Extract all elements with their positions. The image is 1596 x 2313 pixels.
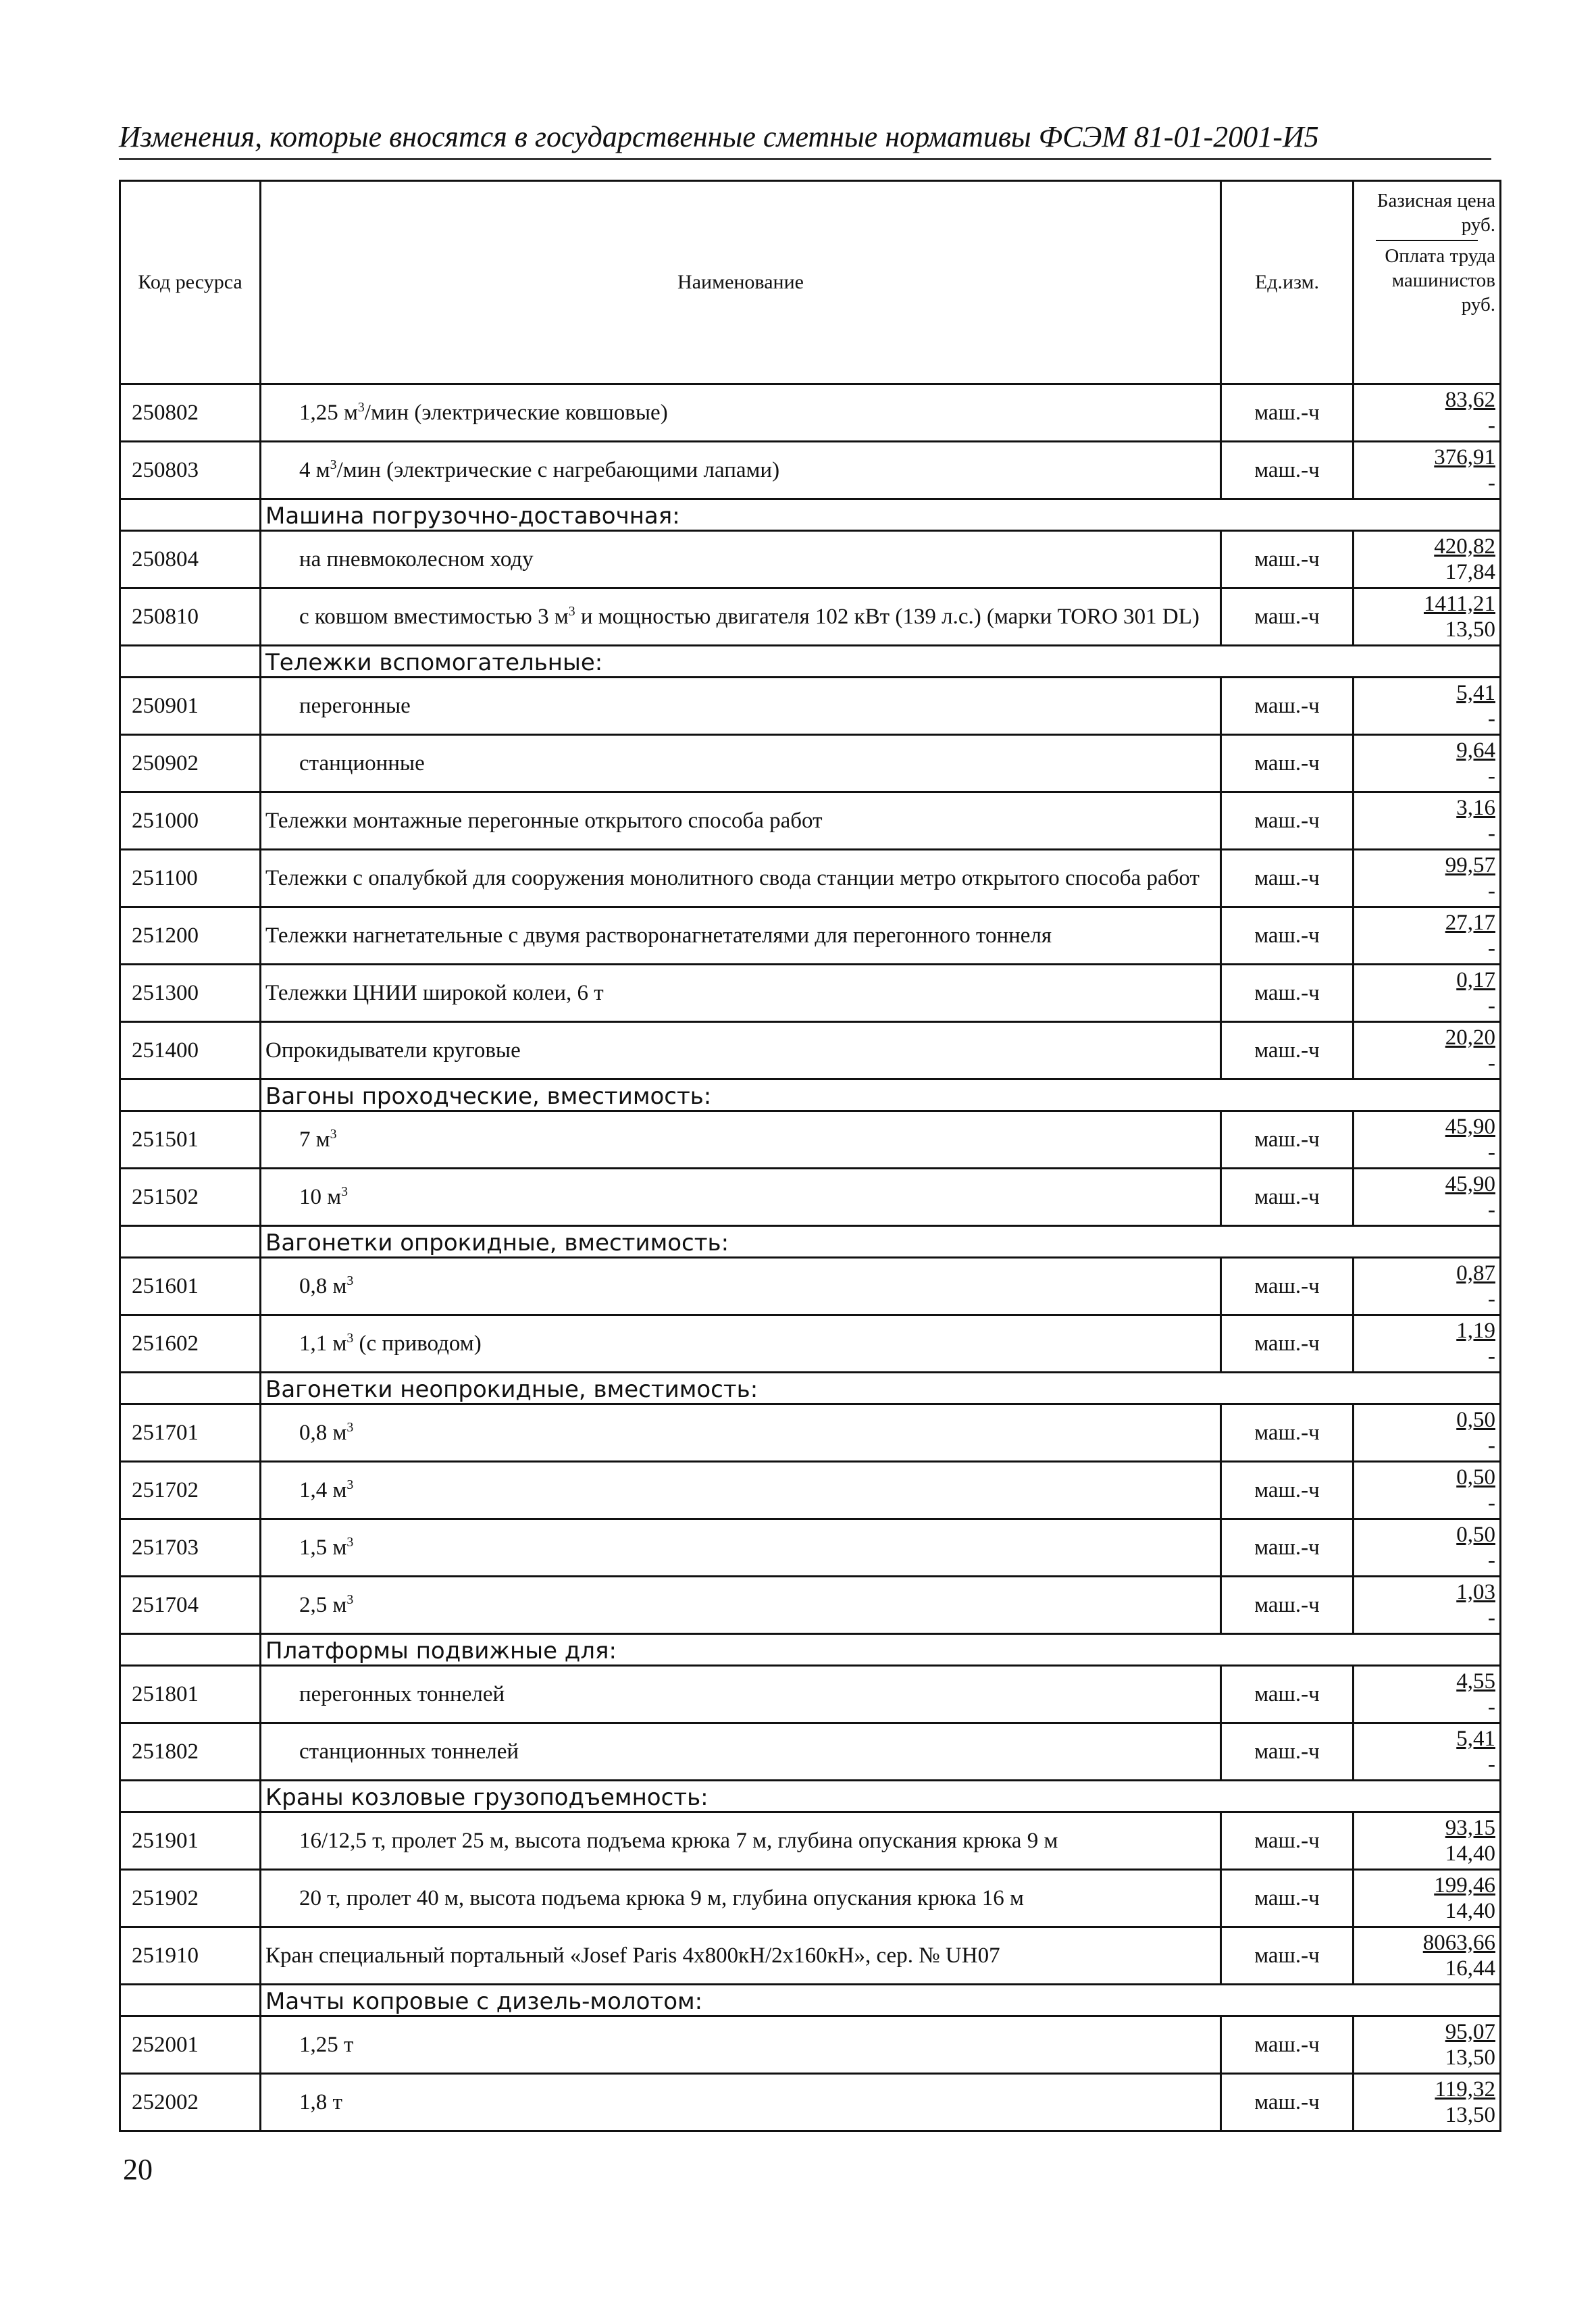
unit-of-measure: маш.-ч — [1221, 384, 1354, 442]
page-number: 20 — [123, 2153, 153, 2186]
resource-name: 0,8 $м^3$ — [261, 1258, 1221, 1315]
price-cell — [1354, 1404, 1501, 1462]
group-heading-row — [120, 499, 1501, 531]
column-header-price-base: Базисная цена руб. — [1376, 190, 1495, 236]
base-price: 0,50 — [1456, 1523, 1495, 1547]
table-row — [120, 1258, 1501, 1315]
group-heading: Тележки вспомогательные: — [261, 646, 1501, 678]
table-row — [120, 531, 1501, 588]
unit-of-measure: маш.-ч — [1221, 2016, 1354, 2074]
resource-code: 252001 — [120, 2016, 261, 2074]
base-price: 8063,66 — [1422, 1931, 1495, 1955]
resource-name: с ковшом вместимостью 3 $м^3$ и мощностью двигателя 102 кВт (139 л.с.) (марки TORO 301 DL) — [261, 588, 1221, 646]
resource-code: 251602 — [120, 1315, 261, 1373]
unit-of-measure: маш.-ч — [1221, 965, 1354, 1022]
operator-labor-cost: 17,84 — [1445, 560, 1495, 584]
unit-of-measure: маш.-ч — [1221, 1022, 1354, 1079]
resource-name: 1,8 т — [261, 2074, 1221, 2131]
column-header-unit: Ед.изм. — [1221, 181, 1354, 384]
table-row — [120, 2016, 1501, 2074]
column-header-price — [1354, 181, 1501, 384]
table-row — [120, 588, 1501, 646]
unit-of-measure: маш.-ч — [1221, 531, 1354, 588]
price-cell — [1354, 907, 1501, 965]
base-price: 20,20 — [1445, 1025, 1495, 1050]
operator-labor-cost: - — [1488, 1548, 1495, 1573]
group-heading-row — [120, 1634, 1501, 1666]
table-row — [120, 850, 1501, 907]
unit-of-measure: маш.-ч — [1221, 1315, 1354, 1373]
group-code-cell — [120, 1985, 261, 2016]
unit-of-measure: маш.-ч — [1221, 1258, 1354, 1315]
unit-of-measure: маш.-ч — [1221, 1519, 1354, 1577]
resource-name: Кран специальный портальный «Josef Paris 4x800кН/2x160кН», сер. № UH07 — [261, 1927, 1221, 1985]
table-row — [120, 792, 1501, 850]
base-price: 99,57 — [1445, 853, 1495, 878]
base-price: 95,07 — [1445, 2020, 1495, 2044]
resource-code: 251902 — [120, 1870, 261, 1927]
group-code-cell — [120, 1634, 261, 1666]
operator-labor-cost: 13,50 — [1445, 2103, 1495, 2127]
table-row — [120, 678, 1501, 735]
unit-of-measure: маш.-ч — [1221, 1812, 1354, 1870]
resource-code: 251601 — [120, 1258, 261, 1315]
table-row — [120, 1870, 1501, 1927]
operator-labor-cost: - — [1488, 1491, 1495, 1515]
base-price: 9,64 — [1456, 738, 1495, 763]
base-price: 45,90 — [1445, 1172, 1495, 1196]
unit-of-measure: маш.-ч — [1221, 735, 1354, 792]
base-price: 0,50 — [1456, 1465, 1495, 1490]
unit-of-measure: маш.-ч — [1221, 2074, 1354, 2131]
table-row — [120, 1723, 1501, 1781]
table-header-row — [120, 181, 1501, 384]
group-code-cell — [120, 1781, 261, 1812]
group-code-cell — [120, 499, 261, 531]
table-row — [120, 1812, 1501, 1870]
base-price: 45,90 — [1445, 1115, 1495, 1139]
column-header-name: Наименование — [261, 181, 1221, 384]
table-row — [120, 1169, 1501, 1226]
table-row — [120, 1111, 1501, 1169]
table-row — [120, 1519, 1501, 1577]
price-cell — [1354, 1812, 1501, 1870]
resource-name: Опрокидыватели круговые — [261, 1022, 1221, 1079]
resource-name: 1,25 $м^3$/мин (электрические ковшовые) — [261, 384, 1221, 442]
resource-name: Тележки с опалубкой для сооружения монолитного свода станции метро открытого способа работ — [261, 850, 1221, 907]
unit-of-measure: маш.-ч — [1221, 1723, 1354, 1781]
base-price: 1411,21 — [1423, 592, 1495, 616]
price-cell — [1354, 1022, 1501, 1079]
resource-name: перегонные — [261, 678, 1221, 735]
operator-labor-cost: 13,50 — [1445, 617, 1495, 642]
operator-labor-cost: - — [1488, 1198, 1495, 1222]
price-cell — [1354, 1870, 1501, 1927]
base-price: 1,03 — [1456, 1580, 1495, 1604]
resource-name: 0,8 $м^3$ — [261, 1404, 1221, 1462]
group-heading: Вагонетки неопрокидные, вместимость: — [261, 1373, 1501, 1404]
resource-price-table — [119, 180, 1501, 2132]
resource-code: 251704 — [120, 1577, 261, 1634]
operator-labor-cost: - — [1488, 707, 1495, 731]
unit-of-measure: маш.-ч — [1221, 442, 1354, 499]
price-cell — [1354, 1258, 1501, 1315]
group-heading-row — [120, 1226, 1501, 1258]
group-code-cell — [120, 1373, 261, 1404]
unit-of-measure: маш.-ч — [1221, 1870, 1354, 1927]
operator-labor-cost: - — [1488, 1433, 1495, 1458]
unit-of-measure: маш.-ч — [1221, 678, 1354, 735]
unit-of-measure: маш.-ч — [1221, 907, 1354, 965]
base-price: 376,91 — [1434, 445, 1495, 469]
resource-name: станционные — [261, 735, 1221, 792]
operator-labor-cost: - — [1488, 1695, 1495, 1719]
operator-labor-cost: - — [1488, 1606, 1495, 1630]
price-cell — [1354, 735, 1501, 792]
price-cell — [1354, 850, 1501, 907]
resource-code: 251802 — [120, 1723, 261, 1781]
resource-code: 251100 — [120, 850, 261, 907]
group-code-cell — [120, 1226, 261, 1258]
resource-code: 251910 — [120, 1927, 261, 1985]
resource-name: 20 т, пролет 40 м, высота подъема крюка 9 м, глубина опускания крюка 16 м — [261, 1870, 1221, 1927]
operator-labor-cost: 14,40 — [1445, 1899, 1495, 1923]
resource-name: Тележки ЦНИИ широкой колеи, 6 т — [261, 965, 1221, 1022]
resource-code: 250802 — [120, 384, 261, 442]
resource-name: 4 $м^3$/мин (электрические с нагребающими лапами) — [261, 442, 1221, 499]
base-price: 93,15 — [1445, 1816, 1495, 1840]
resource-code: 251000 — [120, 792, 261, 850]
operator-labor-cost: 14,40 — [1445, 1841, 1495, 1866]
table-row — [120, 1404, 1501, 1462]
operator-labor-cost: - — [1488, 936, 1495, 961]
resource-code: 250810 — [120, 588, 261, 646]
unit-of-measure: маш.-ч — [1221, 1927, 1354, 1985]
operator-labor-cost: - — [1488, 1344, 1495, 1369]
price-cell — [1354, 792, 1501, 850]
resource-code: 251801 — [120, 1666, 261, 1723]
resource-code: 252002 — [120, 2074, 261, 2131]
resource-code: 251703 — [120, 1519, 261, 1577]
unit-of-measure: маш.-ч — [1221, 1462, 1354, 1519]
resource-code: 250804 — [120, 531, 261, 588]
table-row — [120, 1462, 1501, 1519]
resource-code: 250902 — [120, 735, 261, 792]
table-row — [120, 1315, 1501, 1373]
group-heading: Платформы подвижные для: — [261, 1634, 1501, 1666]
group-heading-row — [120, 1079, 1501, 1111]
table-row — [120, 965, 1501, 1022]
group-heading-row — [120, 1781, 1501, 1812]
group-code-cell — [120, 1079, 261, 1111]
column-header-code: Код ресурса — [120, 181, 261, 384]
operator-labor-cost: 16,44 — [1445, 1956, 1495, 1981]
operator-labor-cost: - — [1488, 994, 1495, 1018]
unit-of-measure: маш.-ч — [1221, 1666, 1354, 1723]
resource-code: 251901 — [120, 1812, 261, 1870]
base-price: 0,87 — [1456, 1261, 1495, 1286]
operator-labor-cost: - — [1488, 821, 1495, 846]
resource-code: 251701 — [120, 1404, 261, 1462]
base-price: 5,41 — [1456, 1727, 1495, 1751]
unit-of-measure: маш.-ч — [1221, 850, 1354, 907]
page-header-title: Изменения, которые вносятся в государственные сметные нормативы ФСЭМ 81-01-2001-И5 — [119, 119, 1491, 160]
price-cell — [1354, 2016, 1501, 2074]
resource-name: перегонных тоннелей — [261, 1666, 1221, 1723]
resource-code: 251300 — [120, 965, 261, 1022]
resource-name: 10 $м^3$ — [261, 1169, 1221, 1226]
price-cell — [1354, 531, 1501, 588]
unit-of-measure: маш.-ч — [1221, 1169, 1354, 1226]
operator-labor-cost: - — [1488, 764, 1495, 788]
unit-of-measure: маш.-ч — [1221, 1404, 1354, 1462]
unit-of-measure: маш.-ч — [1221, 792, 1354, 850]
base-price: 83,62 — [1445, 388, 1495, 412]
unit-of-measure: маш.-ч — [1221, 588, 1354, 646]
resource-name: 1,5 $м^3$ — [261, 1519, 1221, 1577]
base-price: 27,17 — [1445, 911, 1495, 935]
operator-labor-cost: - — [1488, 1140, 1495, 1165]
table-row — [120, 442, 1501, 499]
base-price: 3,16 — [1456, 796, 1495, 820]
operator-labor-cost: - — [1488, 1287, 1495, 1311]
base-price: 420,82 — [1434, 534, 1495, 559]
table-row — [120, 907, 1501, 965]
table-row — [120, 1927, 1501, 1985]
price-cell — [1354, 1519, 1501, 1577]
resource-code: 251200 — [120, 907, 261, 965]
group-heading: Машина погрузочно-доставочная: — [261, 499, 1501, 531]
unit-of-measure: маш.-ч — [1221, 1577, 1354, 1634]
resource-name: на пневмоколесном ходу — [261, 531, 1221, 588]
price-cell — [1354, 1666, 1501, 1723]
resource-name: 1,1 $м^3$ (с приводом) — [261, 1315, 1221, 1373]
resource-name: 2,5 $м^3$ — [261, 1577, 1221, 1634]
operator-labor-cost: - — [1488, 879, 1495, 903]
price-cell — [1354, 678, 1501, 735]
group-heading: Вагонетки опрокидные, вместимость: — [261, 1226, 1501, 1258]
table-row — [120, 1022, 1501, 1079]
unit-of-measure: маш.-ч — [1221, 1111, 1354, 1169]
operator-labor-cost: - — [1488, 471, 1495, 495]
resource-code: 251702 — [120, 1462, 261, 1519]
operator-labor-cost: - — [1488, 413, 1495, 438]
price-cell — [1354, 1577, 1501, 1634]
resource-code: 250803 — [120, 442, 261, 499]
resource-name: 16/12,5 т, пролет 25 м, высота подъема крюка 7 м, глубина опускания крюка 9 м — [261, 1812, 1221, 1870]
base-price: 0,17 — [1456, 968, 1495, 992]
operator-labor-cost: - — [1488, 1051, 1495, 1075]
resource-name: станционных тоннелей — [261, 1723, 1221, 1781]
price-cell — [1354, 384, 1501, 442]
operator-labor-cost: 13,50 — [1445, 2045, 1495, 2070]
base-price: 4,55 — [1456, 1669, 1495, 1694]
price-cell — [1354, 1927, 1501, 1985]
column-header-price-labor: Оплата труда машинистов руб. — [1385, 245, 1495, 315]
price-cell — [1354, 965, 1501, 1022]
resource-name: Тележки монтажные перегонные открытого способа работ — [261, 792, 1221, 850]
table-row — [120, 2074, 1501, 2131]
operator-labor-cost: - — [1488, 1752, 1495, 1777]
base-price: 199,46 — [1434, 1873, 1495, 1898]
resource-code: 250901 — [120, 678, 261, 735]
price-cell — [1354, 442, 1501, 499]
base-price: 119,32 — [1435, 2077, 1495, 2102]
group-heading-row — [120, 1373, 1501, 1404]
base-price: 0,50 — [1456, 1408, 1495, 1432]
resource-code: 251400 — [120, 1022, 261, 1079]
group-heading: Мачты копровые с дизель-молотом: — [261, 1985, 1501, 2016]
group-heading-row — [120, 1985, 1501, 2016]
base-price: 1,19 — [1456, 1319, 1495, 1343]
resource-code: 251502 — [120, 1169, 261, 1226]
resource-name: 7 $м^3$ — [261, 1111, 1221, 1169]
price-cell — [1354, 1111, 1501, 1169]
resource-name: Тележки нагнетательные с двумя растворонагнетателями для перегонного тоннеля — [261, 907, 1221, 965]
price-cell — [1354, 2074, 1501, 2131]
price-cell — [1354, 588, 1501, 646]
table-row — [120, 1577, 1501, 1634]
group-heading: Краны козловые грузоподъемность: — [261, 1781, 1501, 1812]
resource-name: 1,4 $м^3$ — [261, 1462, 1221, 1519]
resource-code: 251501 — [120, 1111, 261, 1169]
group-code-cell — [120, 646, 261, 678]
resource-name: 1,25 т — [261, 2016, 1221, 2074]
header-divider — [1376, 240, 1478, 241]
price-cell — [1354, 1315, 1501, 1373]
price-cell — [1354, 1462, 1501, 1519]
group-heading-row — [120, 646, 1501, 678]
base-price: 5,41 — [1456, 681, 1495, 705]
group-heading: Вагоны проходческие, вместимость: — [261, 1079, 1501, 1111]
table-row — [120, 1666, 1501, 1723]
table-row — [120, 735, 1501, 792]
price-cell — [1354, 1723, 1501, 1781]
table-row — [120, 384, 1501, 442]
price-cell — [1354, 1169, 1501, 1226]
